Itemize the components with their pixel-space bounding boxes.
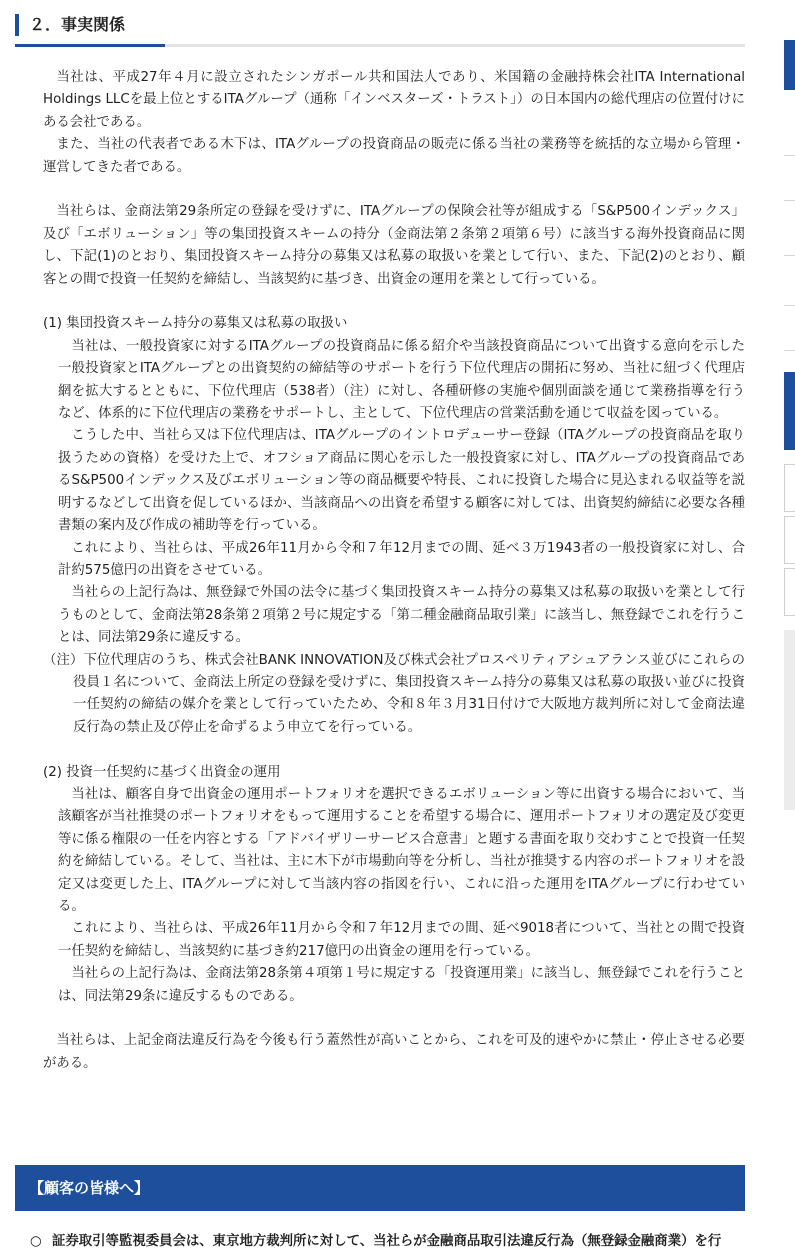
sidebar-nav-item[interactable]: [784, 464, 795, 512]
sidebar-divider: [784, 200, 795, 201]
customer-notice-text: 証券取引等監視委員会は、東京地方裁判所に対して、当社らが金融商品取引法違反行為（無登録金融商業）を行: [52, 1234, 722, 1249]
section-title: ２．事実関係: [29, 15, 126, 34]
subsection-1-paragraph-4: 当社らの上記行為は、無登録で外国の法令に基づく集団投資スキーム持分の募集又は私募の取扱いを業として行うものとして、金商法第28条第２項第２号に規定する「第二種金融商品取引業」に該当し、無登録でこれを行うことは、同法第29条に違反する。: [58, 585, 745, 646]
sidebar-divider: [784, 305, 795, 306]
subsection-1-title: (1) 集団投資スキーム持分の募集又は私募の取扱い: [43, 316, 348, 332]
subsection-2-paragraph-1: 当社は、顧客自身で出資金の運用ポートフォリオを選択できるエボリューション等に出資する場合において、当該顧客が当社推奨のポートフォリオをもって運用することを希望する場合に、運用ポートフォリオの選定及び変更等に係る権限の一任を内容とする「アドバイザリーサービス合意書」と題する書面を取り交わすことで投資一任契約を締結している。そして、当社は、主に木下が市場動向等を分析し、当社が推奨する内容のポートフォリオを設定又は変更した上、ITAグループに対して当該内容の指図を行い、これに沿った運用をITAグループに行わせている。: [58, 786, 745, 914]
paragraph-company-overview: 当社は、平成27年４月に設立されたシンガポール共和国法人であり、米国籍の金融持株会社ITA International Holdings LLCを最上位とするITAグループ（通称「インベスターズ・トラスト」）の日本国内の総代理店の位置付けにある会社である。: [43, 70, 745, 130]
sidebar-panel: [784, 630, 795, 810]
sidebar-nav-selected-item[interactable]: [784, 372, 795, 450]
section-header: [15, 12, 745, 48]
facts-body: [43, 67, 745, 1075]
section-rule-accent: [15, 44, 165, 47]
footnote: （注）下位代理店のうち、株式会社BANK INNOVATION及び株式会社プロスペリティアシュアランス並びにこれらの役員１名について、金商法上所定の登録を受けずに、集団投資スキーム持分の募集又は私募の取扱い並びに投資一任契約の締結の媒介を業として行っていたため、令和８年３月31日付けで大阪地方裁判所に対して金商法違反行為の禁止及び停止を命ずるよう申立てを行っている。: [43, 652, 745, 735]
customer-section-header: 【顧客の皆様へ】: [15, 1165, 745, 1211]
section-header-accent-bar: [15, 14, 19, 36]
subsection-1-paragraph-2: こうした中、当社ら又は下位代理店は、ITAグループのイントロデューサー登録（ITAグループの投資商品を取り扱うための資格）を受けた上で、オフショア商品に関心を示した一般投資家に対し、ITAグループの投資商品であるS&P500インデックス及びエボリューション等の商品概要や特長、これに投資した場合に見込まれる収益等を説明するなどして出資を促しているほか、当該商品への出資を希望する顧客に対しては、出資契約締結に必要な各種書類の案内及び作成の補助等を行っている。: [58, 428, 745, 534]
sidebar-nav-item[interactable]: [784, 568, 795, 616]
sidebar-divider: [784, 255, 795, 256]
paragraph-conclusion: 当社らは、上記金商法違反行為を今後も行う蓋然性が高いことから、これを可及的速やかに禁止・停止させる必要がある。: [43, 1033, 745, 1071]
sidebar-nav-item[interactable]: [784, 516, 795, 564]
customer-notice: [30, 1231, 745, 1253]
sidebar-divider: [784, 350, 795, 351]
bullet-circle: ○: [30, 1234, 42, 1249]
subsection-2-title: (2) 投資一任契約に基づく出資金の運用: [43, 764, 281, 780]
paragraph-violation-summary: 当社らは、金商法第29条所定の登録を受けずに、ITAグループの保険会社等が組成する「S&P500インデックス」及び「エボリューション」等の集団投資スキームの持分（金商法第２条第２項第６号）に該当する海外投資商品に関し、下記(1)のとおり、集団投資スキーム持分の募集又は私募の取扱いを業として行い、また、下記(2)のとおり、顧客との間で投資一任契約を締結し、当該契約に基づき、出資金の運用を業として行っている。: [43, 204, 745, 287]
subsection-1-paragraph-1: 当社は、一般投資家に対するITAグループの投資商品に係る紹介や当該投資商品について出資する意向を示した一般投資家とITAグループとの出資契約の締結等のサポートを行う下位代理店の開拓に努め、当社に紐づく代理店網を拡大するとともに、下位代理店（538者）（注）に対し、各種研修の実施や個別面談を通じて業務指導を行うなど、体系的に下位代理店の業務をサポートし、主として、下位代理店の営業活動を通じて収益を図っている。: [58, 338, 745, 422]
subsection-2-paragraph-2: これにより、当社らは、平成26年11月から令和７年12月までの間、延べ9018者について、当社との間で投資一任契約を締結し、当該契約に基づき約217億円の出資金の運用を行っている。: [58, 921, 745, 959]
paragraph-representative: また、当社の代表者である木下は、ITAグループの投資商品の販売に係る当社の業務等を統括的な立場から管理・運営してきた者である。: [43, 137, 745, 175]
sidebar-divider: [784, 155, 795, 156]
subsection-2-paragraph-3: 当社らの上記行為は、金商法第28条第４項第１号に規定する「投資運用業」に該当し、無登録でこれを行うことは、同法第29条に違反するものである。: [58, 966, 745, 1004]
sidebar-nav-active-block[interactable]: [784, 40, 795, 90]
subsection-1-paragraph-3: これにより、当社らは、平成26年11月から令和７年12月までの間、延べ３万1943者の一般投資家に対し、合計約575億円の出資をさせている。: [58, 540, 745, 578]
